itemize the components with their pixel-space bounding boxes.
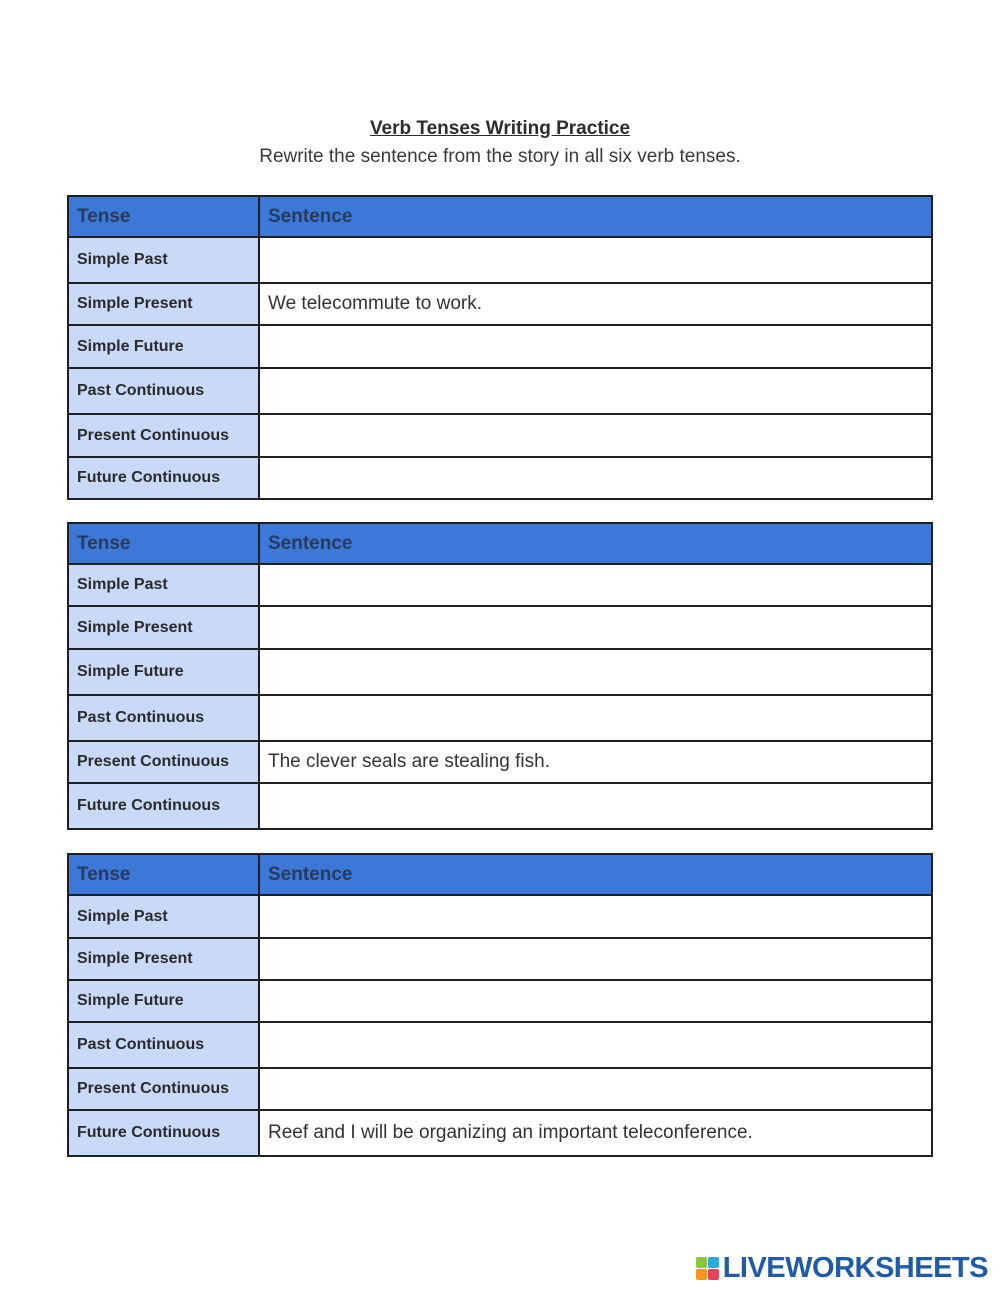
tense-label: Future Continuous	[68, 783, 259, 829]
table-row	[68, 1022, 932, 1068]
sentence-cell[interactable]	[259, 237, 932, 283]
logo-tile-4	[708, 1269, 719, 1280]
tense-label: Past Continuous	[68, 1022, 259, 1068]
sentence-cell: The clever seals are stealing fish.	[259, 741, 932, 783]
sentence-cell[interactable]	[259, 325, 932, 368]
tense-label: Simple Past	[68, 895, 259, 938]
tense-label: Simple Future	[68, 325, 259, 368]
tense-label: Simple Past	[68, 564, 259, 606]
tense-column-header: Tense	[68, 196, 259, 237]
tense-label: Simple Past	[68, 237, 259, 283]
table-row	[68, 649, 932, 695]
table-row	[68, 980, 932, 1022]
table-row	[68, 1068, 932, 1110]
tense-label: Future Continuous	[68, 457, 259, 499]
sentence-cell[interactable]	[259, 564, 932, 606]
table-row	[68, 368, 932, 414]
liveworksheets-logo-icon	[696, 1257, 719, 1280]
liveworksheets-logo[interactable]	[696, 1252, 988, 1285]
tense-label: Simple Present	[68, 283, 259, 325]
sentence-cell[interactable]	[259, 368, 932, 414]
sentence-cell: Reef and I will be organizing an important teleconference.	[259, 1110, 932, 1156]
sentence-column-header: Sentence	[259, 523, 932, 564]
sentence-cell[interactable]	[259, 980, 932, 1022]
table-row	[68, 1110, 932, 1156]
sentence-cell[interactable]	[259, 938, 932, 980]
table-header-row	[68, 523, 932, 564]
page-title: Verb Tenses Writing Practice	[369, 118, 631, 139]
sentence-column-header: Sentence	[259, 196, 932, 237]
verb-tense-table-3	[67, 853, 933, 1157]
table-row	[68, 564, 932, 606]
table-row	[68, 237, 932, 283]
table-row	[68, 457, 932, 499]
tense-label: Past Continuous	[68, 695, 259, 741]
table-row	[68, 325, 932, 368]
sentence-cell[interactable]	[259, 695, 932, 741]
logo-tile-2	[708, 1257, 719, 1268]
sentence-cell[interactable]	[259, 414, 932, 457]
table-row	[68, 783, 932, 829]
tense-label: Simple Present	[68, 606, 259, 649]
table-header-row	[68, 854, 932, 895]
tense-label: Present Continuous	[68, 414, 259, 457]
table-row	[68, 283, 932, 325]
table-row	[68, 695, 932, 741]
table-header-row	[68, 196, 932, 237]
logo-tile-1	[696, 1257, 707, 1268]
tense-column-header: Tense	[68, 854, 259, 895]
tense-column-header: Tense	[68, 523, 259, 564]
table-row	[68, 741, 932, 783]
sentence-cell[interactable]	[259, 895, 932, 938]
sentence-cell: We telecommute to work.	[259, 283, 932, 325]
tense-label: Simple Present	[68, 938, 259, 980]
table-row	[68, 895, 932, 938]
tense-label: Present Continuous	[68, 741, 259, 783]
verb-tense-table-2	[67, 522, 933, 830]
sentence-cell[interactable]	[259, 457, 932, 499]
verb-tense-table-1	[67, 195, 933, 500]
table-row	[68, 938, 932, 980]
sentence-cell[interactable]	[259, 606, 932, 649]
sentence-cell[interactable]	[259, 649, 932, 695]
logo-tile-3	[696, 1269, 707, 1280]
liveworksheets-logo-text: LIVEWORKSHEETS	[722, 1252, 988, 1284]
tense-label: Future Continuous	[68, 1110, 259, 1156]
sentence-cell[interactable]	[259, 1022, 932, 1068]
tense-label: Simple Future	[68, 980, 259, 1022]
sentence-cell[interactable]	[259, 783, 932, 829]
tense-label: Present Continuous	[68, 1068, 259, 1110]
sentence-column-header: Sentence	[259, 854, 932, 895]
tense-label: Past Continuous	[68, 368, 259, 414]
tense-label: Simple Future	[68, 649, 259, 695]
table-row	[68, 414, 932, 457]
sentence-cell[interactable]	[259, 1068, 932, 1110]
table-row	[68, 606, 932, 649]
page-instructions: Rewrite the sentence from the story in all six verb tenses.	[259, 146, 741, 167]
